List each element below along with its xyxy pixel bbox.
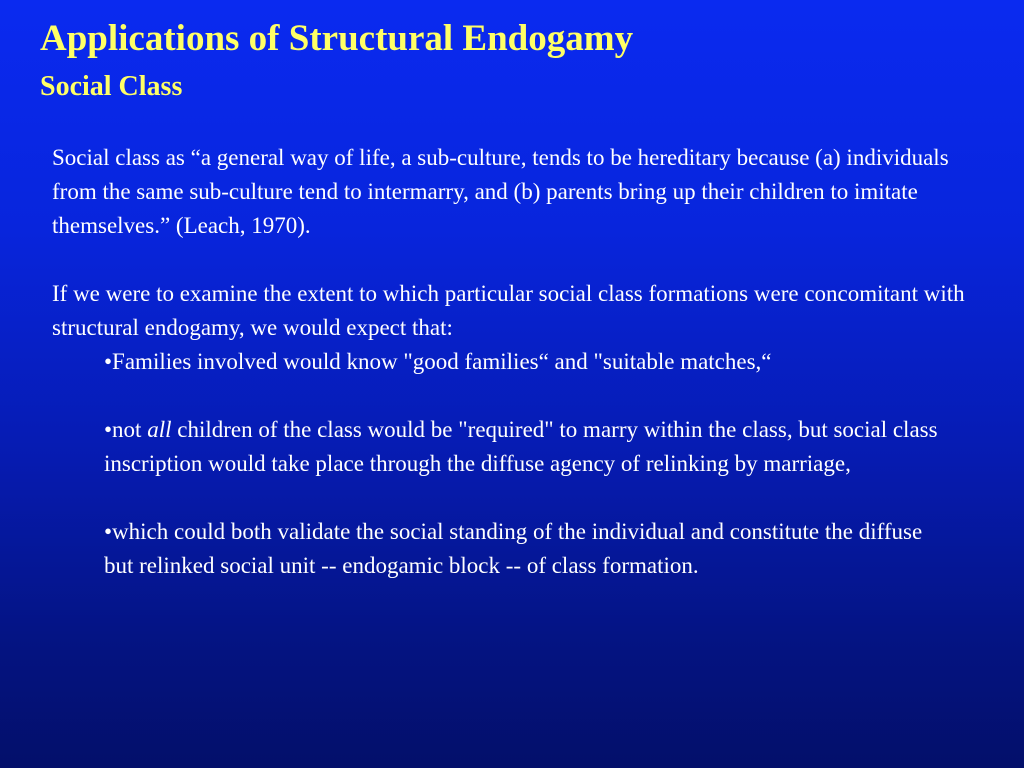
bullet-not-all-prefix: •not — [104, 417, 148, 442]
bullet-not-all-suffix: children of the class would be "required" to marry within the class, but social class inscription would take place through the diffuse agency of relinking by marriage, — [104, 417, 938, 476]
bullet-not-all-children — [52, 413, 992, 481]
bullet-spacer — [52, 379, 992, 413]
paragraph-leach-quote: Social class as “a general way of life, a sub-culture, tends to be hereditary because (a) individuals from the same sub-culture tend to intermarry, and (b) parents bring up their children to imitate themselves.” (Leach, 1970). — [52, 145, 949, 238]
bullet-validate-standing: •which could both validate the social standing of the individual and constitute the diffuse but relinked social unit -- endogamic block -- of class formation. — [104, 519, 923, 578]
bullet-families: •Families involved would know "good families“ and "suitable matches,“ — [104, 349, 772, 374]
bullet-spacer — [52, 481, 992, 515]
slide-body — [52, 141, 992, 583]
paragraph-examine: If we were to examine the extent to which particular social class formations were concomitant with structural endogamy, we would expect that: — [52, 281, 965, 340]
bullet-emphasis-all: all — [147, 417, 172, 442]
paragraph-spacer — [52, 243, 992, 277]
slide-subtitle: Social Class — [40, 71, 183, 102]
slide-title: Applications of Structural Endogamy — [40, 18, 634, 59]
